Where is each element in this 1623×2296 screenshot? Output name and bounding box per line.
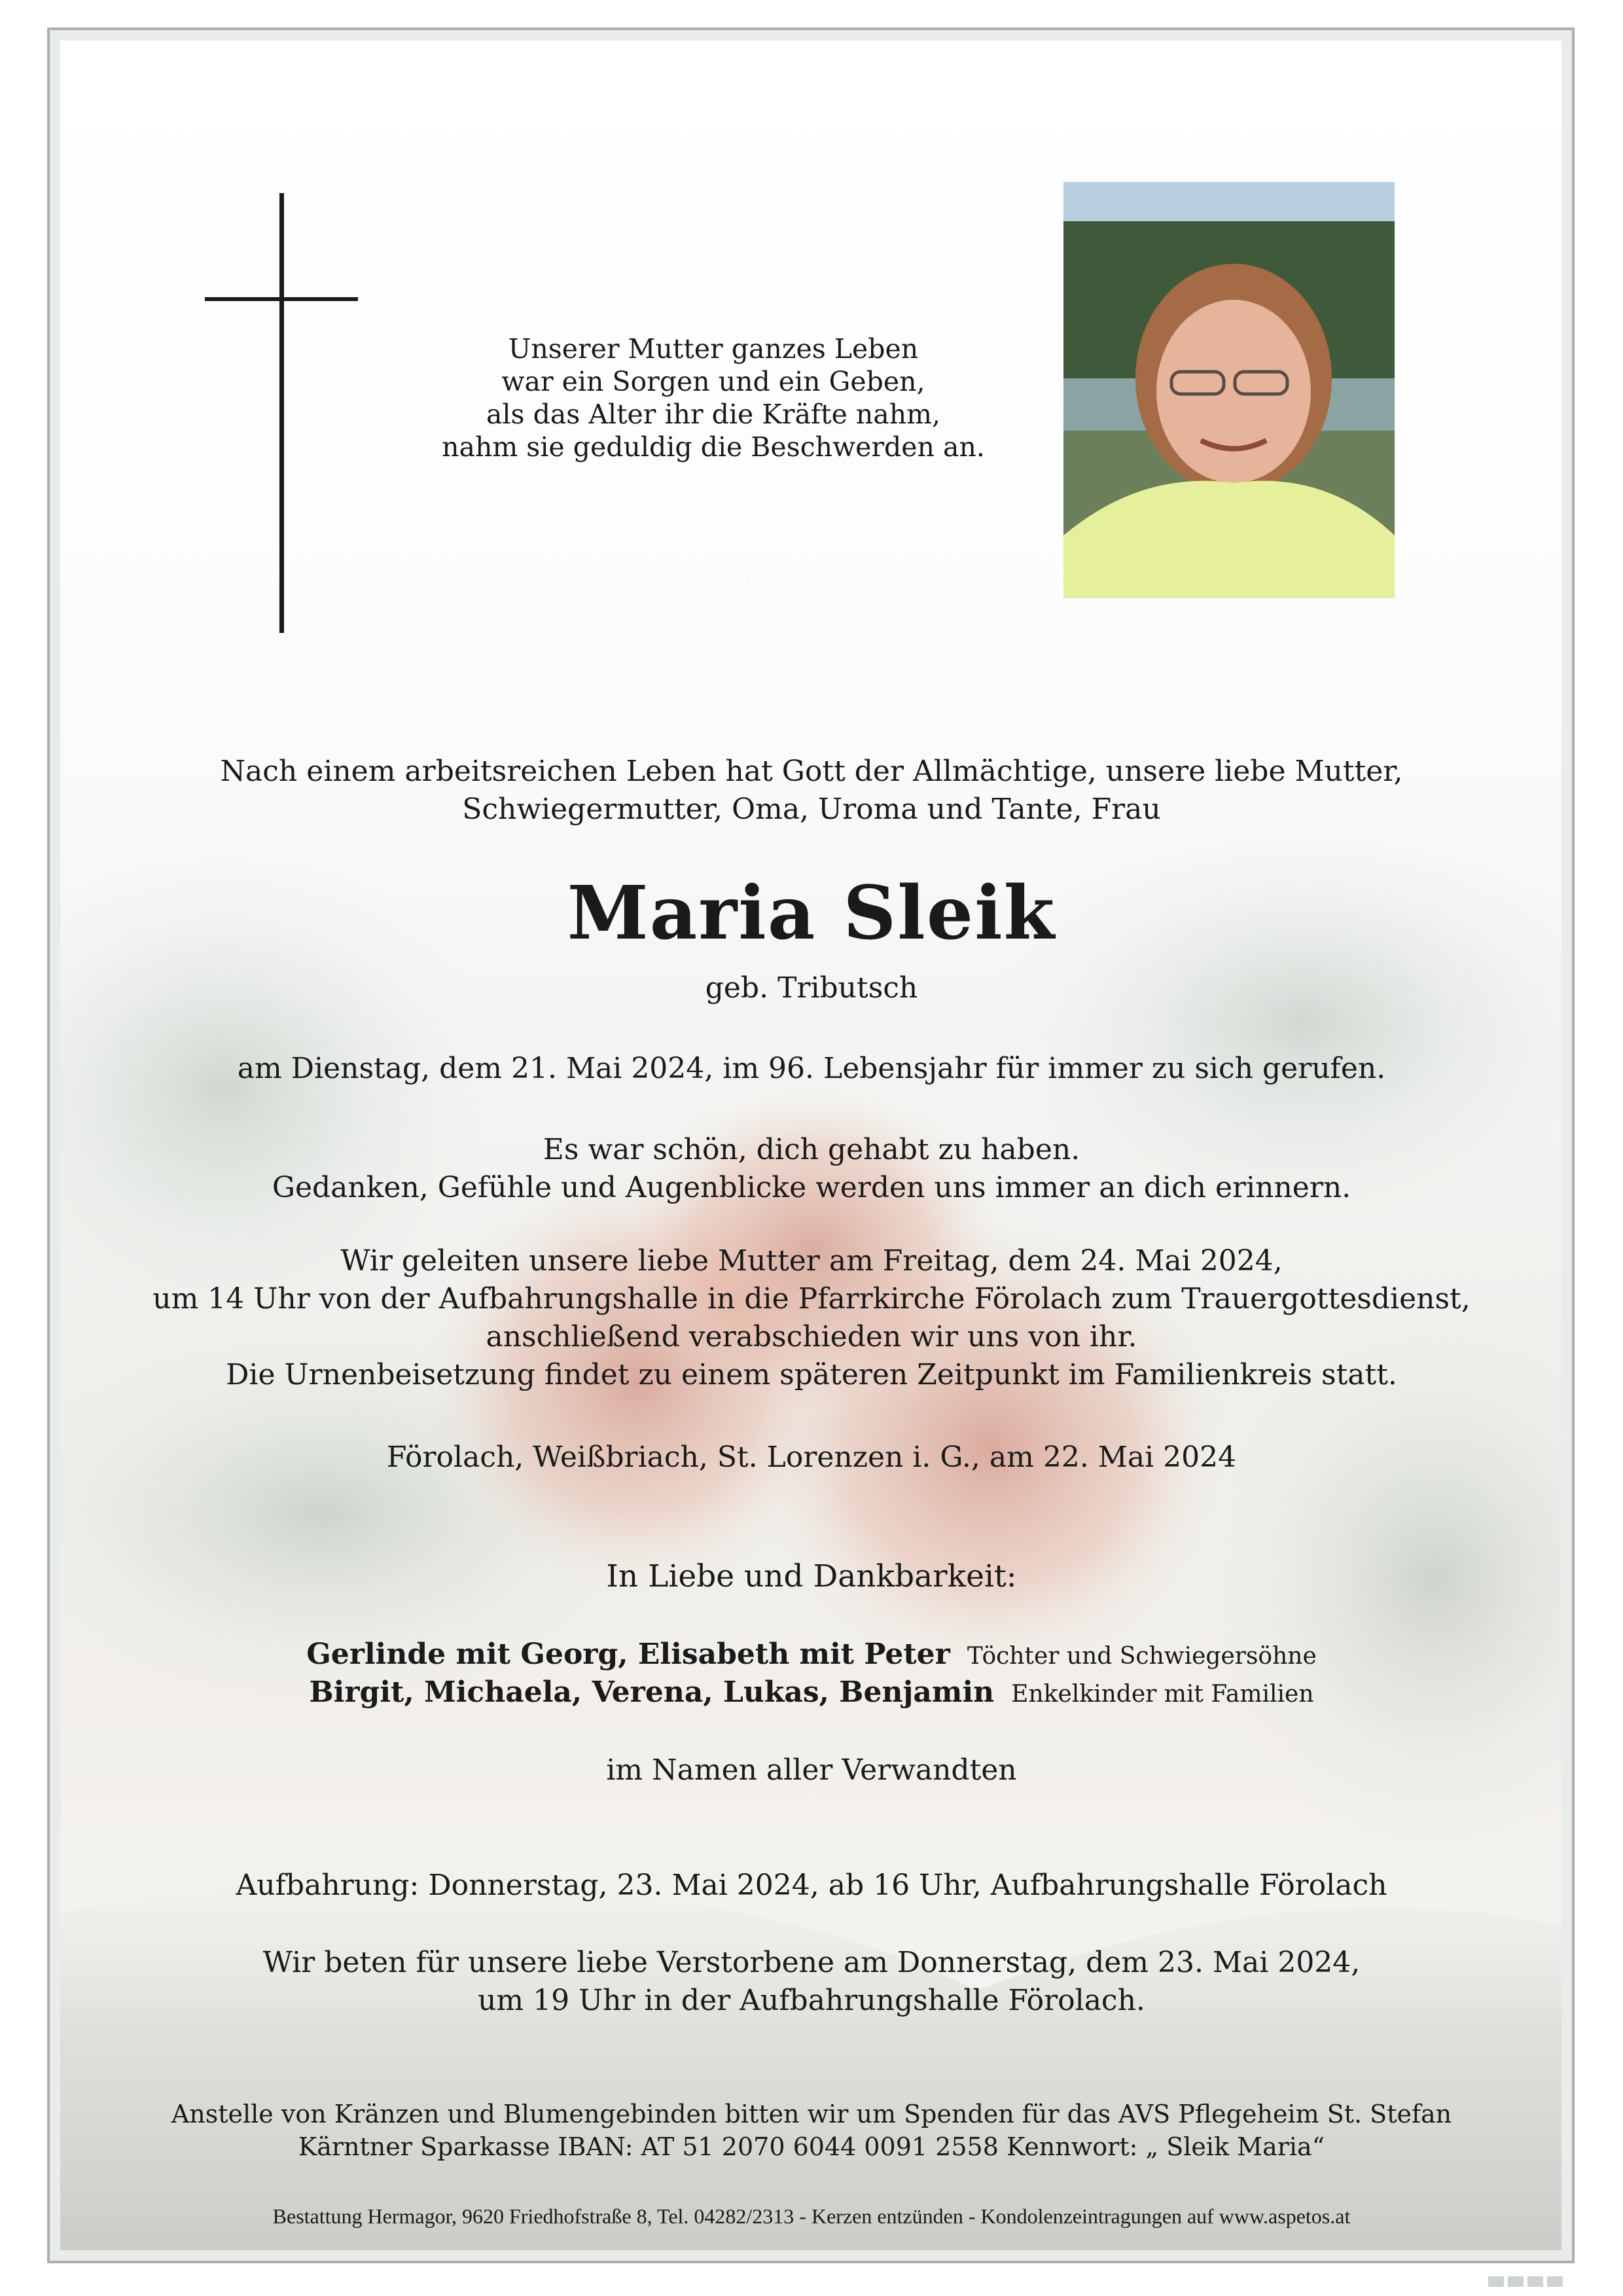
deceased-name: Maria Sleik <box>567 870 1056 956</box>
gratitude-heading: In Liebe und Dankbarkeit: <box>606 1558 1017 1594</box>
verse-line: Unserer Mutter ganzes Leben <box>508 333 919 365</box>
pixel-mark <box>1547 2276 1563 2287</box>
cross-vertical <box>279 193 284 633</box>
pixel-marks <box>1488 2276 1563 2287</box>
intro-line: Nach einem arbeitsreichen Leben hat Gott der Allmächtige, unsere liebe Mutter, <box>220 755 1403 788</box>
pixel-mark <box>1488 2276 1504 2287</box>
death-notice: am Dienstag, dem 21. Mai 2024, im 96. Lebensjahr für immer zu sich gerufen. <box>237 1052 1386 1085</box>
intro-line: Schwiegermutter, Oma, Uroma und Tante, Frau <box>462 793 1161 826</box>
memory-line: Gedanken, Gefühle und Augenblicke werden uns immer an dich erinnern. <box>272 1171 1351 1204</box>
memorial-verse <box>406 332 1021 463</box>
mourner-names: Gerlinde mit Georg, Elisabeth mit Peter <box>306 1638 950 1671</box>
portrait-photo <box>1063 182 1395 598</box>
pixel-mark <box>1527 2276 1543 2287</box>
prayer-line: Wir beten für unsere liebe Verstorbene am Donnerstag, dem 23. Mai 2024, <box>262 1946 1361 1979</box>
footer-undertaker: Bestattung Hermagor, 9620 Friedhofstraße 8, Tel. 04282/2313 - Kerzen entzünden - Kondolenzeintragungen auf www.aspetos.at <box>272 2204 1351 2228</box>
verse-line: war ein Sorgen und ein Geben, <box>501 366 925 397</box>
pixel-mark <box>1508 2276 1524 2287</box>
mourner-names: Birgit, Michaela, Verena, Lukas, Benjamin <box>309 1676 995 1709</box>
prayer-line: um 19 Uhr in der Aufbahrungshalle Förolach. <box>478 1984 1145 2017</box>
donation-notice <box>0 2098 1623 2163</box>
funeral-line: um 14 Uhr von der Aufbahrungshalle in die Pfarrkirche Förolach zum Trauergottesdienst, <box>152 1282 1471 1316</box>
intro-text <box>0 753 1623 829</box>
memory-line: Es war schön, dich gehabt zu haben. <box>543 1133 1080 1166</box>
donation-line: Anstelle von Kränzen und Blumengebinden bitten wir um Spenden für das AVS Pflegeheim St. Stefan <box>171 2100 1452 2128</box>
funeral-line: anschließend verabschieden wir uns von ihr. <box>486 1320 1137 1354</box>
mourner-relation: Enkelkinder mit Familien <box>1011 1681 1314 1708</box>
verse-line: nahm sie geduldig die Beschwerden an. <box>442 431 985 463</box>
donation-line: Kärntner Sparkasse IBAN: AT 51 2070 6044 0091 2558 Kennwort: „ Sleik Maria“ <box>298 2132 1325 2161</box>
mourner-relation: Töchter und Schwiegersöhne <box>967 1643 1317 1670</box>
relatives-line: im Namen aller Verwandten <box>606 1753 1017 1787</box>
birth-name: geb. Tributsch <box>705 971 918 1005</box>
funeral-details <box>0 1242 1623 1394</box>
funeral-line: Wir geleiten unsere liebe Mutter am Freitag, dem 24. Mai 2024, <box>340 1244 1283 1278</box>
memory-text <box>0 1131 1623 1207</box>
prayer-notice <box>0 1944 1623 2020</box>
funeral-line: Die Urnenbeisetzung findet zu einem späteren Zeitpunkt im Familienkreis statt. <box>226 1358 1397 1391</box>
mourner-row <box>0 1638 1623 1671</box>
laying-out-notice: Aufbahrung: Donnerstag, 23. Mai 2024, ab 16 Uhr, Aufbahrungshalle Förolach <box>236 1869 1387 1902</box>
verse-line: als das Alter ihr die Kräfte nahm, <box>486 399 941 430</box>
mourner-row <box>0 1676 1623 1709</box>
place-date: Förolach, Weißbriach, St. Lorenzen i. G., am 22. Mai 2024 <box>386 1441 1237 1474</box>
cross-horizontal <box>205 297 358 301</box>
